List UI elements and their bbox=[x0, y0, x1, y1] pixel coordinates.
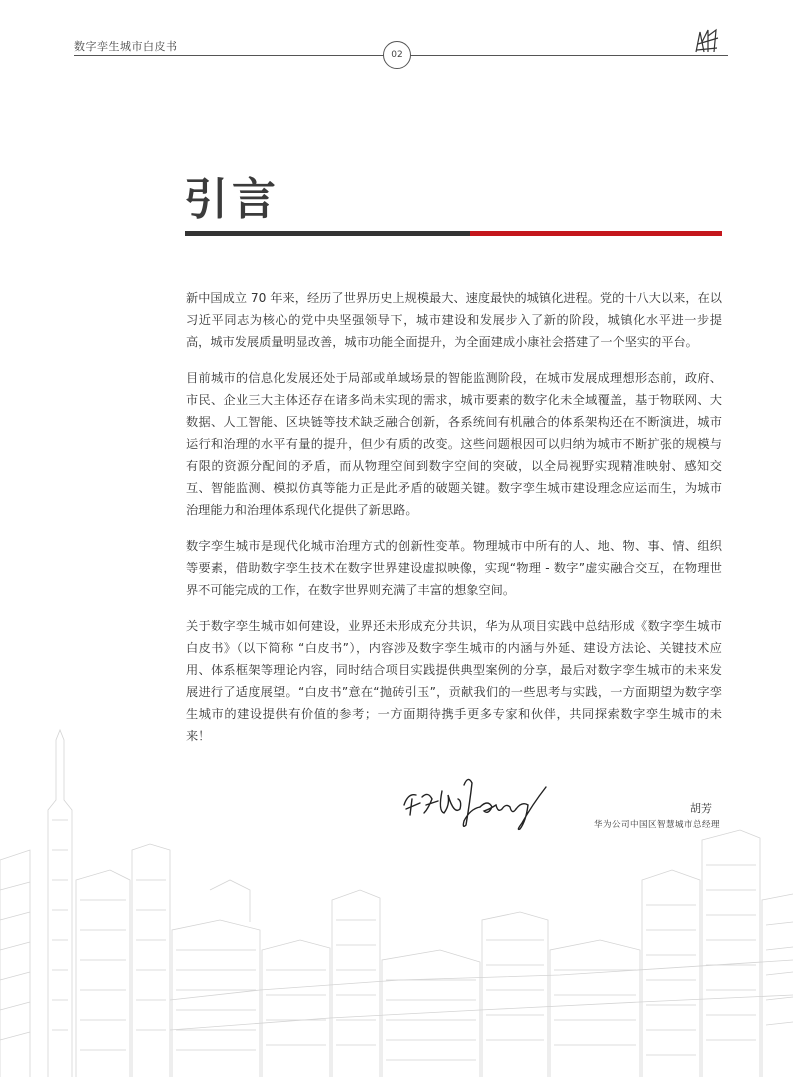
logo-icon bbox=[694, 28, 720, 54]
body-text bbox=[186, 287, 722, 761]
title-rule-accent bbox=[470, 231, 722, 236]
running-header-title: 数字孪生城市白皮书 bbox=[74, 40, 178, 53]
section-title: 引言 bbox=[184, 174, 280, 225]
city-skyline-icon bbox=[0, 700, 793, 1077]
paragraph-1: 新中国成立 70 年来，经历了世界历史上规模最大、速度最快的城镇化进程。党的十八大以来，在以习近平同志为核心的党中央坚强领导下，城市建设和发展步入了新的阶段，城镇化水平进一步提高，城市发展质量明显改善，城市功能全面提升，为全面建成小康社会搭建了一个坚实的平台。 bbox=[186, 291, 722, 349]
paragraph-3: 数字孪生城市是现代化城市治理方式的创新性变革。物理城市中所有的人、地、物、事、情、组织等要素，借助数字孪生技术在数字世界建设虚拟映像，实现“物理 - 数字”虚实融合交互，在物理世界不可能完成的工作，在数字世界则充满了丰富的想象空间。 bbox=[186, 539, 722, 597]
paragraph-4: 关于数字孪生城市如何建设，业界还未形成充分共识，华为从项目实践中总结形成《数字孪生城市白皮书》（以下简称 “白皮书”），内容涉及数字孪生城市的内涵与外延、建设方法论、关键技术应用、体系框架等理论内容，同时结合项目实践提供典型案例的分享，最后对数字孪生城市的未来发展进行了适度展望。“白皮书”意在“抛砖引玉”，贡献我们的一些思考与实践，一方面期望为数字孪生城市的建设提供有价值的参考；一方面期待携手更多专家和伙伴，共同探索数字孪生城市的未来！ bbox=[186, 619, 722, 743]
author-name: 胡芳 bbox=[690, 802, 712, 815]
title-rule-dark bbox=[185, 231, 470, 236]
author-title: 华为公司中国区智慧城市总经理 bbox=[594, 820, 721, 830]
paragraph-2: 目前城市的信息化发展还处于局部或单域场景的智能监测阶段，在城市发展成理想形态前，政府、市民、企业三大主体还存在诸多尚未实现的需求，城市要素的数字化未全域覆盖，基于物联网、大数据、人工智能、区块链等技术缺乏融合创新，各系统间有机融合的体系架构还在不断演进，城市运行和治理的水平有量的提升，但少有质的改变。这些问题根因可以归纳为城市不断扩张的规模与有限的资源分配间的矛盾，而从物理空间到数字空间的突破，以全局视野实现精准映射、感知交互、智能监测、模拟仿真等能力正是此矛盾的破题关键。数字孪生城市建设理念应运而生，为城市治理能力和治理体系现代化提供了新思路。 bbox=[186, 371, 722, 517]
page-number: 02 bbox=[383, 41, 411, 69]
